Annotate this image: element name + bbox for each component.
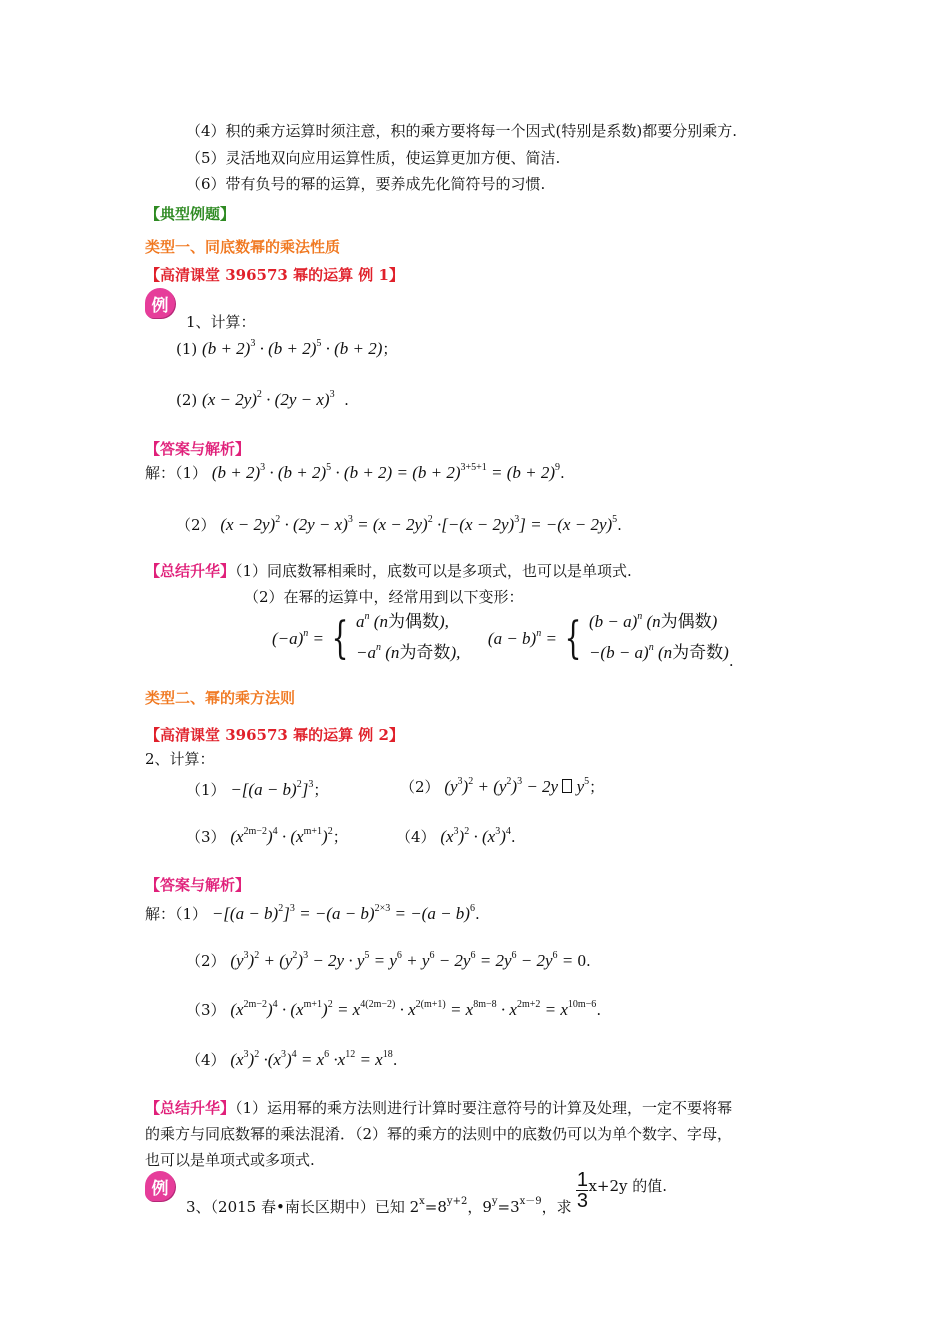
fraction-one-third: $\frac{1}{3}$ <box>576 1169 589 1212</box>
ex1-solution-2: （2） $(x - 2y)^2 \cdot (2y - x)^3 = (x - 2y)^2 \cdot[-(x - 2y)^3] = -(x - 2y)^5$. <box>176 514 622 534</box>
note-4: （4）积的乘方运算时须注意，积的乘方要将每一个因式(特别是系数)都要分别乘方. <box>186 122 738 140</box>
ex1-prompt: 1、计算： <box>186 313 256 331</box>
ex2-solution-2: （2） $(y^3)^2 + (y^2)^3 - 2y \cdot y^5 = y^6 + y^6 - 2y^6 = 2y^6 - 2y^6 = 0$. <box>186 950 591 970</box>
summary1-line1: 【总结升华】（1）同底数幂相乘时，底数可以是多项式，也可以是单项式. <box>145 562 632 580</box>
ex1-problem-2: (2) $(x - 2y)^2 \cdot (2y - x)^3$ . <box>176 389 349 409</box>
ex1-solution-1: 解：（1） $(b + 2)^3 \cdot (b + 2)^5 \cdot (b + 2) = (b + 2)^{3+5+1} = (b + 2)^9$. <box>145 462 565 482</box>
ex3-problem: 3、（2015 春•南长区期中）已知 $2^x=8^{y+2}$，$9^y=3^{x-9}$，求 $\frac{1}{3}$ x+2y 的值. <box>186 1169 668 1216</box>
summary1-formulas: $(-a)^n$ = { $a^n$ (n为偶数), $-a^n$ (n为奇数), $(a - b)^n$ = { $(b - a)^n$ (n为偶数) $-(b - a)^n$ (n为奇数) . <box>272 611 734 670</box>
ex2-solution-1: 解：$(1) -[(a - b)^2]^3 = -(a - b)^{2\times 3} = -(a - b)^6$. <box>145 903 480 923</box>
example-badge-3: 例 <box>145 1171 175 1201</box>
example-badge-1: 例 <box>145 288 175 318</box>
ex2-problem-2: （2） $(y^3)^2 + (y^2)^3 - 2y$ $y^5$； <box>400 776 605 796</box>
ex2-solution-3: （3） $(x^{2m-2})^4 \cdot (x^{m+1})^2 = x^{4(2m-2)} \cdot x^{2(m+1)} = x^{8m-8} \cdot x^{2m+2} = x^{10m-6}$. <box>186 999 602 1019</box>
summary1-line2: （2）在幂的运算中，经常用到以下变形： <box>244 588 524 606</box>
ex1-answer-title: 【答案与解析】 <box>145 440 251 458</box>
ex2-problem-4: （4） $(x^3)^2 \cdot (x^3)^4$. <box>396 826 516 846</box>
ex1-problem-1: (1) $(b + 2)^3 \cdot (b + 2)^5 \cdot (b + 2)$； <box>176 338 398 358</box>
summary2-line2: 的乘方与同底数幂的乘法混淆．（2）幂的乘方的法则中的底数仍可以为单个数字、字母， <box>145 1125 733 1143</box>
ex2-problem-1: $(1) -[(a - b)^2]^3$； <box>186 779 329 799</box>
type1-heading: 类型一、同底数幂的乘法性质 <box>145 238 341 256</box>
ex2-problem-3: （3） $(x^{2m-2})^4 \cdot (x^{m+1})^2$； <box>186 826 348 846</box>
ex2-solution-4: （4） $(x^3)^2 \cdot(x^3)^4 = x^6 \cdot x^{12} = x^{18}$. <box>186 1049 398 1069</box>
summary2-line1: 【总结升华】（1）运用幂的乘方法则进行计算时要注意符号的计算及处理，一定不要将幂 <box>145 1099 733 1117</box>
note-5: （5）灵活地双向应用运算性质，使运算更加方便、简洁. <box>186 149 561 167</box>
ref1-heading: 【高清课堂 396573 幂的运算 例 1】 <box>145 266 404 284</box>
ref2-heading: 【高清课堂 396573 幂的运算 例 2】 <box>145 726 404 744</box>
ex2-prompt: 2、计算： <box>145 750 215 768</box>
section-title: 【典型例题】 <box>145 205 236 223</box>
note-6: （6）带有负号的幂的运算，要养成先化简符号的习惯. <box>186 175 546 193</box>
ex2-answer-title: 【答案与解析】 <box>145 876 251 894</box>
summary2-line3: 也可以是单项式或多项式. <box>145 1151 315 1169</box>
type2-heading: 类型二、幂的乘方法则 <box>145 689 296 707</box>
